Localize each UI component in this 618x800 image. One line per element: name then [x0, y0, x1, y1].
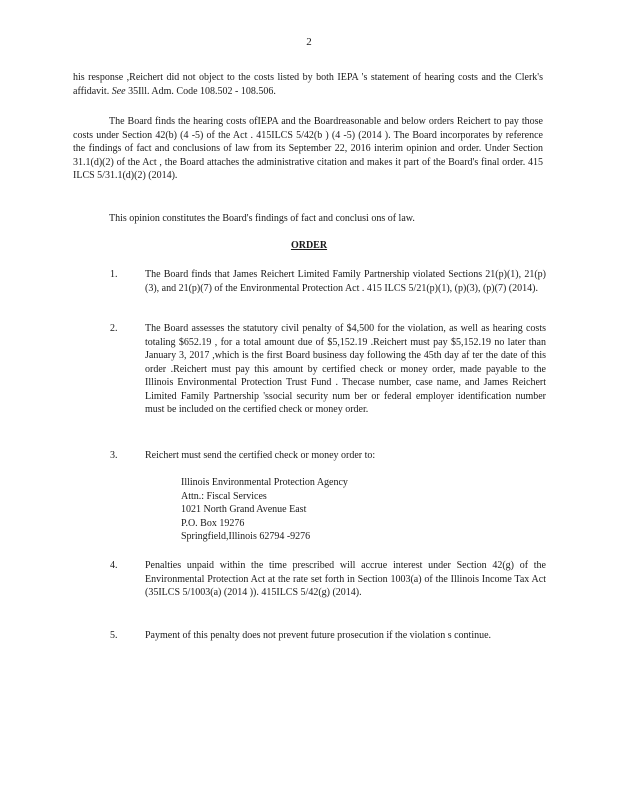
paragraph-response-text: his response ,Reichert did not object to the costs listed by both IEPA 's statement of hearing costs and the Clerk's affidavit. [73, 72, 543, 97]
paragraph-hearing-costs: The Board finds the hearing costs ofIEPA and the Boardreasonable and below orders Reichert to pay those costs under Section 42(b) (4 -5) of the Act . 415ILCS 5/42(b ) (4 -5) (2014 ). The Board incorporates by reference the findings of fact and conclusions of law from its September 22, 2016 interim opinion and order. Under Section 31.1(d)(2) of the Act , the Board attaches the administrative citation and makes it part of the Board's final order. 415 ILCS 5/31.1(d)(2) (2014). [73, 116, 543, 181]
order-item-number: 3. [110, 450, 118, 461]
order-item-number: 5. [110, 630, 118, 641]
address-line-po-box: P.O. Box 19276 [181, 517, 245, 529]
order-heading: ORDER [290, 240, 328, 251]
address-line-city: Springfield,Illinois 62794 -9276 [181, 531, 311, 542]
paragraph-response [73, 71, 543, 98]
paragraph-findings: This opinion constitutes the Board's findings of fact and conclusi ons of law. [109, 213, 415, 224]
order-item-number: 2. [110, 323, 118, 334]
order-item-text: Payment of this penalty does not prevent future prosecution if the violation s continue. [145, 630, 492, 641]
page-number: 2 [306, 36, 312, 48]
address-line-agency: Illinois Environmental Protection Agency [181, 477, 348, 488]
order-item-number: 1. [110, 269, 118, 280]
address-line-street: 1021 North Grand Avenue East [181, 504, 307, 515]
order-item-text: Reichert must send the certified check or money order to: [145, 450, 376, 461]
see-citation-signal: See [111, 85, 126, 97]
order-item-text: The Board finds that James Reichert Limited Family Partnership violated Sections 21(p)(1), 21(p)(3), and 21(p)(7) of the Environmental Protection Act . 415 ILCS 5/21(p)(1), (p)(3), (p)(7) (2014). [145, 269, 546, 294]
mailing-address [181, 476, 348, 544]
paragraph-response-citation: 35Ill. Adm. Code 108.502 - 108.506. [125, 85, 276, 97]
order-item-text: The Board assesses the statutory civil penalty of $4,500 for the violation, as well as hearing costs totaling $652.19 , for a total amount due of $5,152.19 .Reichert must pay $5,152.19 no later than January 3, 2017 ,which is the first Board business day following the 45th day af ter the date of this order .Reichert must pay this amount by certified check or money order, made payable to the Illinois Environmental Protection Trust Fund . Thecase number, case name, and James Reichert Limited Family Partnership 'ssocial security num ber or federal employer identification number must be included on the certified check or money order. [145, 323, 546, 415]
address-line-attention: Attn.: Fiscal Services [181, 490, 267, 502]
order-item-text: Penalties unpaid within the time prescribed will accrue interest under Section 42(g) of the Environmental Protection Act at the rate set forth in Section 1003(a) of the Illinois Income Tax Act (35ILCS 5/1003(a) (2014 )). 415ILCS 5/42(g) (2014). [145, 560, 546, 598]
order-item-number: 4. [110, 560, 118, 571]
